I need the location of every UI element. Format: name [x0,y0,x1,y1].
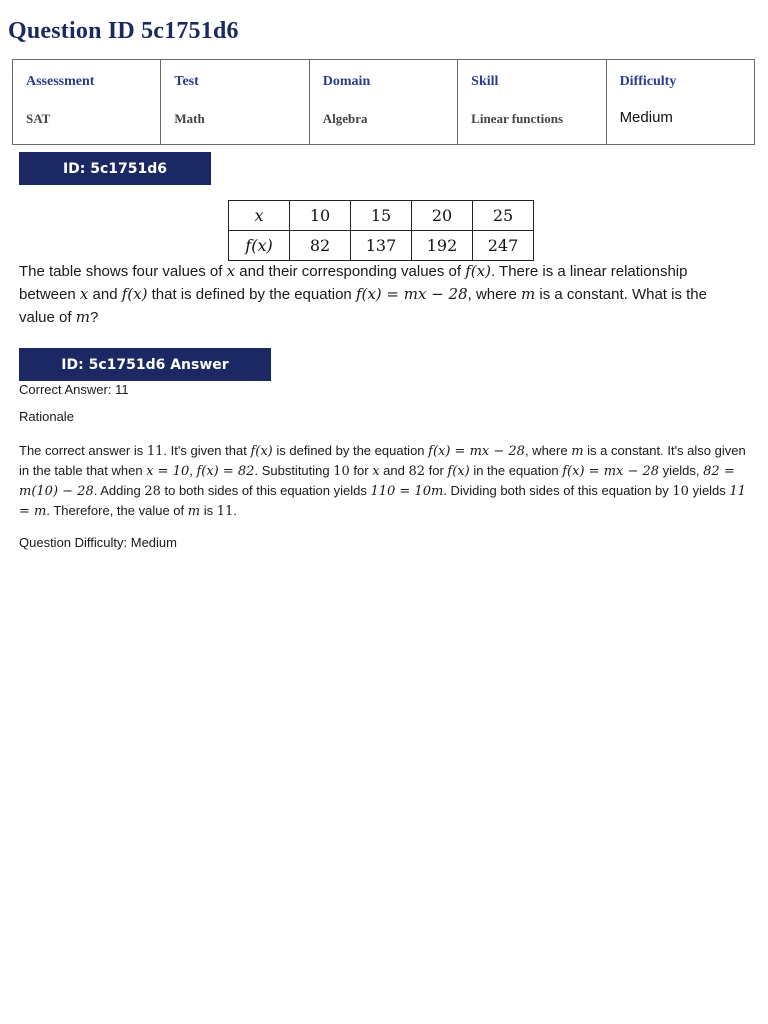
math-expression: x = 10 [146,464,190,479]
question-difficulty: Question Difficulty: Medium [19,535,177,550]
page-title: Question ID 5c1751d6 [8,18,239,44]
question-text-part: . There is a linear relationship between [19,263,688,303]
rationale-text-part: The correct answer is [19,443,147,458]
math-expression: f(x) [250,444,273,459]
rationale-text-part: to both sides of this equation yields [160,483,371,498]
math-expression: 10 [672,484,689,499]
math-expression: 11 [216,504,234,519]
math-expression: m [75,308,90,326]
meta-header-skill: Skill [471,74,499,89]
question-text-part: is a constant. What is the value of [19,286,707,326]
meta-row [13,60,755,145]
math-expression: 110 = 10m [370,484,444,499]
rationale-text [19,441,749,521]
meta-header-assessment: Assessment [26,74,95,89]
x-value-cell: 25 [473,201,534,231]
meta-header-domain: Domain [322,74,371,89]
math-expression: m [187,504,201,519]
rationale-text-part: . Substituting [254,463,334,478]
meta-value-assessment: SAT [26,111,51,126]
math-expression: f(x) = mx − 28 [562,464,660,479]
meta-header-test: Test [174,74,199,89]
meta-cell-assessment [13,60,161,145]
meta-value-domain: Algebra [322,111,368,126]
x-value-cell: 15 [351,201,412,231]
question-text-part: ? [89,309,99,326]
math-expression: 11 = m [19,484,746,519]
math-expression: f(x) = mx − 28 [428,444,525,459]
meta-value-skill: Linear functions [471,111,564,126]
meta-value-difficulty: Medium [619,109,673,126]
rationale-text-part: is defined by the equation [272,443,429,458]
x-value-cell: 20 [412,201,473,231]
question-text-part: and [88,286,122,303]
math-expression: 82 = m(10) − 28 [19,464,735,499]
math-expression: f(x) [121,285,148,303]
rationale-text-part: . Adding [93,483,145,498]
answer-id-bar: ID: 5c1751d6 Answer [19,348,271,381]
fx-row [229,231,534,261]
rationale-text-part: , where [524,443,572,458]
question-id-bar: ID: 5c1751d6 [19,152,211,185]
math-expression: 10 [333,464,350,479]
rationale-text-part: . It's given that [163,443,251,458]
rationale-text-part: yields [688,483,730,498]
math-expression: f(x) = 82 [196,464,255,479]
rationale-text-part: . Therefore, the value of [46,503,188,518]
fx-value-cell: 247 [473,231,534,261]
meta-cell-difficulty [606,60,754,145]
question-text [19,260,741,329]
x-row-label: x [229,201,290,231]
correct-answer: Correct Answer: 11 [19,382,129,397]
fx-value-cell: 137 [351,231,412,261]
fx-value-cell: 192 [412,231,473,261]
meta-cell-domain [309,60,457,145]
meta-cell-test [161,60,309,145]
meta-cell-skill [458,60,606,145]
rationale-label: Rationale [19,409,74,424]
question-text-part: , where [467,286,521,303]
math-expression: 28 [144,484,161,499]
math-expression: f(x) = mx − 28 [355,285,468,303]
rationale-text-part: . Dividing both sides of this equation by [443,483,673,498]
rationale-text-part: for [425,463,448,478]
math-expression: x [226,262,236,280]
math-expression: 11 [146,444,164,459]
math-expression: f(x) [447,464,470,479]
rationale-text-part: . [233,503,237,518]
rationale-text-part: yields, [659,463,704,478]
math-expression: 82 [408,464,426,479]
rationale-text-part: is a constant. It's also given in the table that when [19,443,746,478]
x-row [229,201,534,231]
rationale-text-part: , [189,463,197,478]
fx-row-label: f(x) [229,231,290,261]
question-text-part: and their corresponding values of [235,263,466,280]
math-expression: m [521,285,536,303]
math-expression: m [571,444,584,459]
fx-value-cell: 82 [290,231,351,261]
rationale-text-part: in the equation [469,463,563,478]
math-expression: x [79,285,89,303]
function-values-table [228,200,534,261]
rationale-text-part: for [349,463,373,478]
question-text-part: The table shows four values of [19,263,227,280]
meta-header-difficulty: Difficulty [619,74,677,89]
question-text-part: that is defined by the equation [147,286,356,303]
question-meta-table [12,59,755,145]
rationale-text-part: and [379,463,409,478]
meta-value-test: Math [174,111,205,126]
rationale-text-part: is [200,503,217,518]
math-expression: f(x) [465,262,491,280]
x-value-cell: 10 [290,201,351,231]
math-expression: x [372,464,380,479]
